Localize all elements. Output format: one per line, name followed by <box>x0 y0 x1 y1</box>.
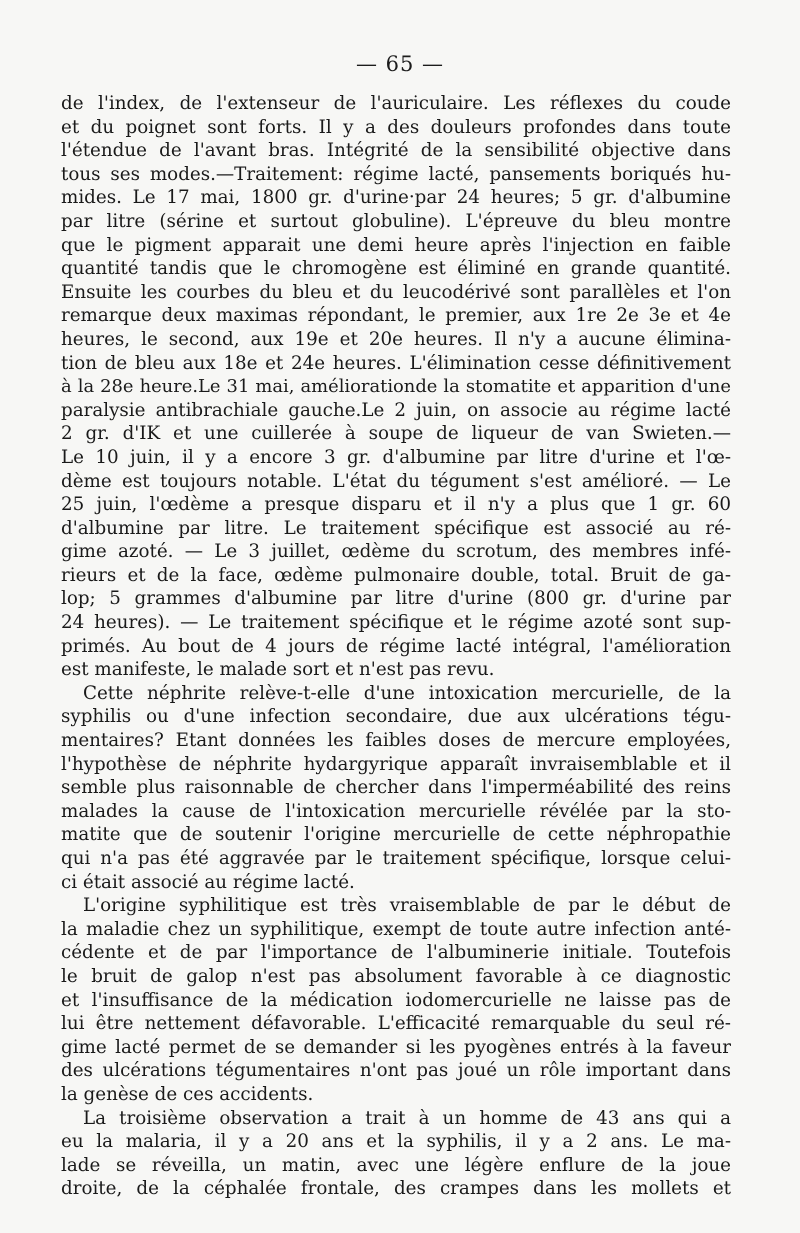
text-line: gime lacté permet de se demander si les pyogènes entrés à la faveur <box>61 1036 731 1058</box>
text-line: primés. Au bout de 4 jours de régime lacté intégral, l'amélioration <box>61 635 731 657</box>
text-line: de l'index, de l'extenseur de l'auriculaire. Les réflexes du coude <box>61 93 731 114</box>
text-line: qui n'a pas été aggravée par le traitement spécifique, lorsque celui- <box>61 848 731 869</box>
text-line: ci était associé au régime lacté. <box>61 871 355 893</box>
text-line: est manifeste, le malade sort et n'est pas revu. <box>61 659 495 681</box>
text-line: quantité tandis que le chromogène est éliminé en grande quantité. <box>61 258 731 280</box>
text-line: 25 juin, l'œdème a presque disparu et il n'y a plus que 1 gr. 60 <box>61 494 731 516</box>
text-line: la genèse de ces accidents. <box>61 1083 314 1105</box>
text-line: tion de bleu aux 18e et 24e heures. L'élimination cesse définitivement <box>61 352 731 374</box>
paragraph <box>61 92 731 682</box>
text-line: mentaires? Etant données les faibles doses de mercure employées, <box>61 730 731 752</box>
text-line: paralysie antibrachiale gauche.Le 2 juin, on associe au régime lacté <box>61 399 731 421</box>
text-line: dème est toujours notable. L'état du tégument s'est amélioré. — Le <box>61 470 731 492</box>
text-line: mides. Le 17 mai, 1800 gr. d'urine·par 24 heures; 5 gr. d'albumine <box>61 187 731 209</box>
text-line: à la 28e heure.Le 31 mai, améliorationde la stomatite et apparition d'une <box>61 376 731 398</box>
text-line: cédente et de par l'importance de l'albuminerie initiale. Toutefois <box>61 942 731 964</box>
text-line: Ensuite les courbes du bleu et du leucodérivé sont parallèles et l'on <box>61 281 731 303</box>
text-line: tous ses modes.—Traitement: régime lacté, pansements boriqués hu- <box>61 163 731 185</box>
text-line: gime azoté. — Le 3 juillet, œdème du scrotum, des membres infé- <box>61 541 731 563</box>
text-line: La troisième observation a trait à un homme de 43 ans qui a <box>83 1107 731 1129</box>
page-number: — 65 — <box>355 52 445 76</box>
text-line: heures, le second, aux 19e et 20e heures. Il n'y a aucune élimina- <box>61 328 731 350</box>
text-line: le bruit de galop n'est pas absolument favorable à ce diagnostic <box>61 965 731 987</box>
text-line: d'albumine par litre. Le traitement spécifique est associé au ré- <box>61 517 731 539</box>
text-line: syphilis ou d'une infection secondaire, due aux ulcérations tégu- <box>61 706 731 728</box>
text-line: 24 heures). — Le traitement spécifique et le régime azoté sont sup- <box>61 612 731 634</box>
text-line: rieurs et de la face, œdème pulmonaire double, total. Bruit de ga- <box>61 564 731 586</box>
paragraph <box>61 1107 731 1201</box>
text-line: par litre (sérine et surtout globuline). L'épreuve du bleu montre <box>61 210 731 232</box>
text-line: des ulcérations tégumentaires n'ont pas joué un rôle important dans <box>61 1060 731 1082</box>
text-line: que le pigment apparait une demi heure après l'injection en faible <box>61 234 731 256</box>
paragraph <box>61 894 731 1106</box>
text-line: l'hypothèse de néphrite hydargyrique apparaît invraisemblable et il <box>61 753 731 775</box>
body-text <box>61 92 731 1201</box>
text-line: et du poignet sont forts. Il y a des douleurs profondes dans toute <box>61 116 731 138</box>
text-line: 2 gr. d'IK et une cuillerée à soupe de liqueur de van Swieten.— <box>61 423 731 445</box>
text-line: la maladie chez un syphilitique, exempt de toute autre infection anté- <box>61 918 731 940</box>
text-line: Le 10 juin, il y a encore 3 gr. d'albumine par litre d'urine et l'œ- <box>61 446 731 468</box>
text-line: matite que de soutenir l'origine mercurielle de cette néphropathie <box>61 824 731 846</box>
text-line: remarque deux maximas répondant, le premier, aux 1re 2e 3e et 4e <box>61 305 731 327</box>
text-line: lop; 5 grammes d'albumine par litre d'urine (800 gr. d'urine par <box>61 588 731 610</box>
text-line: lade se réveilla, un matin, avec une légère enflure de la joue <box>61 1154 731 1176</box>
text-line: lui être nettement défavorable. L'efficacité remarquable du seul ré- <box>61 1013 731 1035</box>
text-line: eu la malaria, il y a 20 ans et la syphilis, il y a 2 ans. Le ma- <box>61 1131 731 1153</box>
text-line: droite, de la céphalée frontale, des crampes dans les mollets et <box>61 1178 731 1200</box>
text-line: et l'insuffisance de la médication iodomercurielle ne laisse pas de <box>61 989 731 1011</box>
text-line: Cette néphrite relève-t-elle d'une intoxication mercurielle, de la <box>83 682 731 704</box>
paragraph <box>61 682 731 894</box>
text-line: L'origine syphilitique est très vraisemblable de par le début de <box>83 895 731 917</box>
text-line: semble plus raisonnable de chercher dans l'imperméabilité des reins <box>61 777 731 799</box>
text-line: l'étendue de l'avant bras. Intégrité de la sensibilité objective dans <box>61 140 731 162</box>
text-line: malades la cause de l'intoxication mercurielle révélée par la sto- <box>61 800 731 822</box>
